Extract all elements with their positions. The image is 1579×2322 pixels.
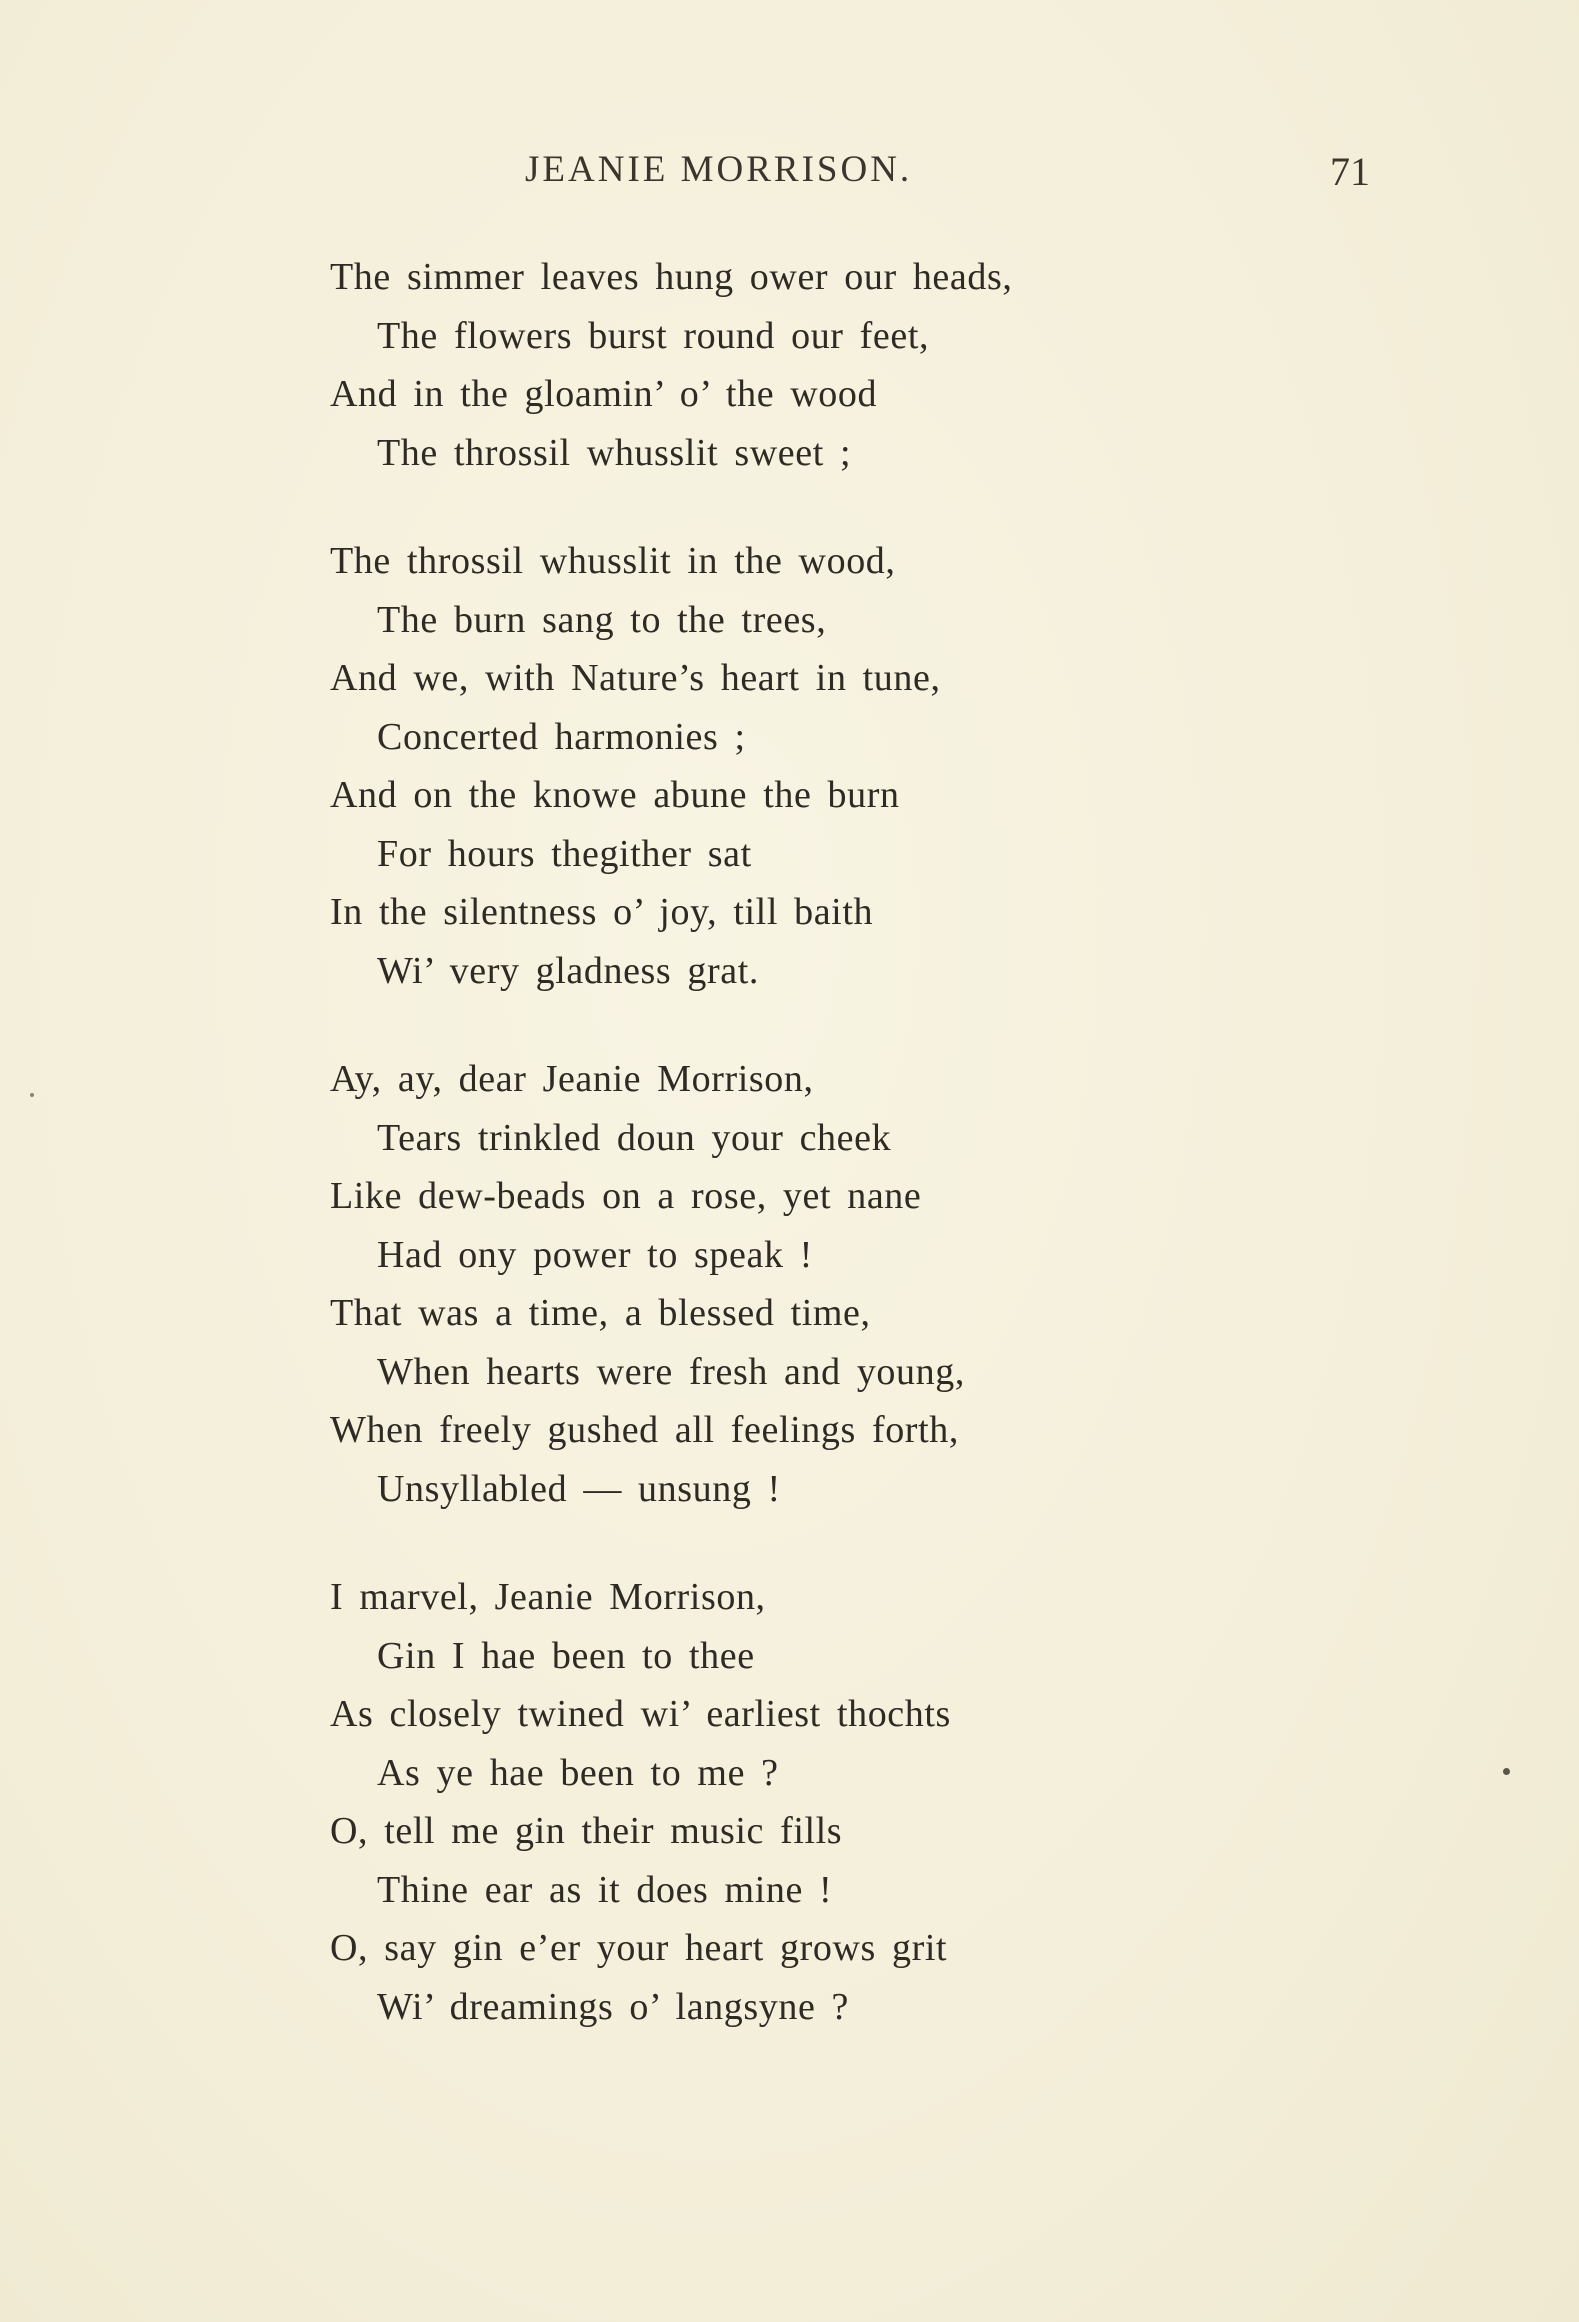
poem-line: I marvel, Jeanie Morrison, xyxy=(330,1576,766,1618)
poem-line: The throssil whusslit in the wood, xyxy=(330,540,896,582)
poem-line: That was a time, a blessed time, xyxy=(330,1292,871,1334)
poem-line: In the silentness o’ joy, till baith xyxy=(330,891,874,933)
poem-line: Wi’ very gladness grat. xyxy=(377,949,760,992)
poem-line: Like dew-beads on a rose, yet nane xyxy=(330,1175,922,1217)
poem-line: And we, with Nature’s heart in tune, xyxy=(330,657,941,699)
poem-line: Thine ear as it does mine ! xyxy=(377,1868,833,1911)
poem-line: The burn sang to the trees, xyxy=(377,598,827,641)
poem-line: When freely gushed all feelings forth, xyxy=(330,1409,959,1451)
poem-line: The simmer leaves hung ower our heads, xyxy=(330,256,1013,298)
poem-line: Tears trinkled doun your cheek xyxy=(377,1116,892,1159)
poem-line: O, say gin e’er your heart grows grit xyxy=(330,1927,948,1969)
poem xyxy=(330,248,1330,2086)
poem-line: As closely twined wi’ earliest thochts xyxy=(330,1693,951,1735)
poem-line: Concerted harmonies ; xyxy=(377,715,746,758)
poem-line: Gin I hae been to thee xyxy=(377,1634,755,1677)
running-title: JEANIE MORRISON. xyxy=(525,149,913,190)
page-header xyxy=(330,148,1380,208)
page-number: 71 xyxy=(1330,149,1370,194)
poem-line: The flowers burst round our feet, xyxy=(377,314,930,357)
paper-speck xyxy=(1503,1768,1510,1775)
poem-line: And in the gloamin’ o’ the wood xyxy=(330,373,878,415)
poem-line: When hearts were fresh and young, xyxy=(377,1350,965,1393)
poem-line: As ye hae been to me ? xyxy=(377,1751,779,1794)
poem-line: O, tell me gin their music fills xyxy=(330,1810,843,1852)
poem-line: Ay, ay, dear Jeanie Morrison, xyxy=(330,1058,814,1100)
poem-line: The throssil whusslit sweet ; xyxy=(377,431,852,474)
poem-line: For hours thegither sat xyxy=(377,832,752,875)
stanza-4 xyxy=(330,1568,1330,2036)
stanza-2 xyxy=(330,532,1330,1000)
stanza-1 xyxy=(330,248,1330,482)
poem-line: Had ony power to speak ! xyxy=(377,1233,813,1276)
stanza-3 xyxy=(330,1050,1330,1518)
paper-speck xyxy=(30,1093,34,1097)
poem-line: And on the knowe abune the burn xyxy=(330,774,900,816)
poem-line: Wi’ dreamings o’ langsyne ? xyxy=(377,1985,850,2028)
poem-line: Unsyllabled — unsung ! xyxy=(377,1467,781,1510)
